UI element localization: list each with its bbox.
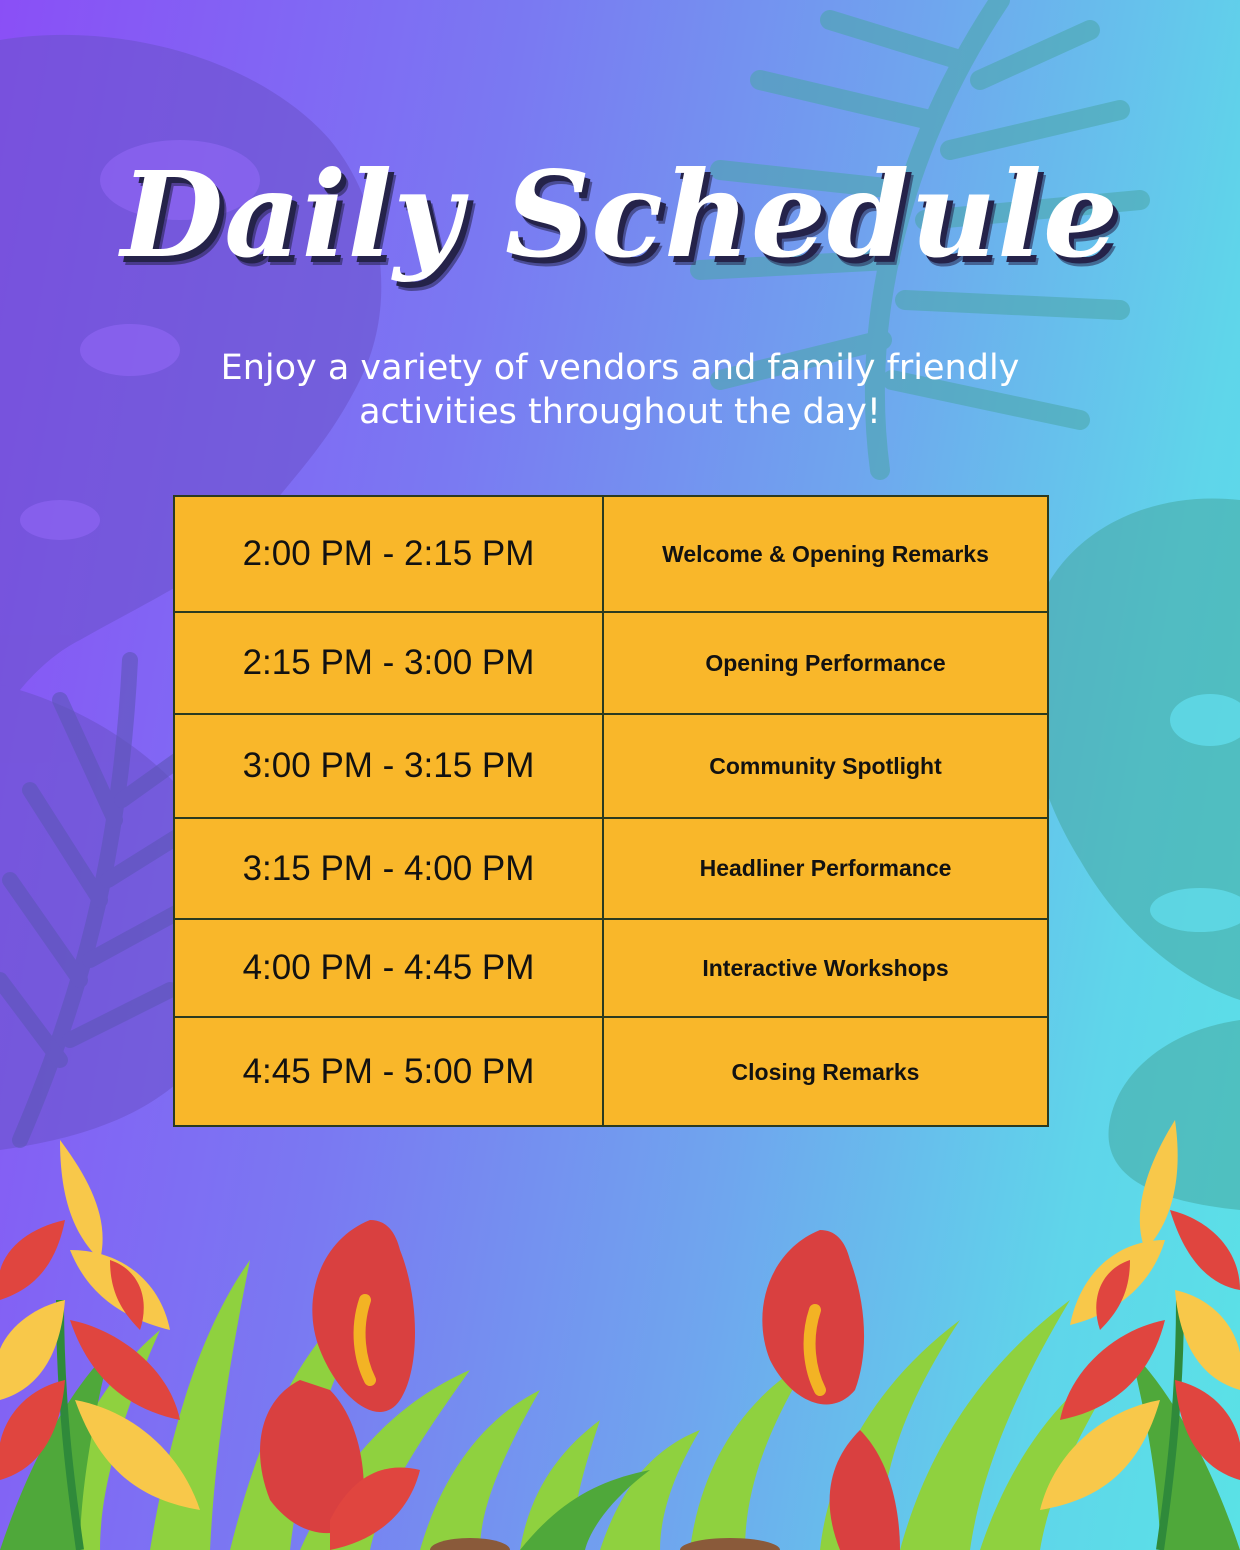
- event-cell: Welcome & Opening Remarks: [604, 497, 1047, 613]
- page-subtitle: Enjoy a variety of vendors and family friendly activities throughout the day!: [220, 348, 1020, 432]
- event-cell: Interactive Workshops: [604, 920, 1047, 1018]
- time-cell: 2:00 PM - 2:15 PM: [175, 497, 604, 613]
- time-cell: 3:15 PM - 4:00 PM: [175, 819, 604, 920]
- bottom-flowers: [0, 1100, 1240, 1550]
- event-cell: Opening Performance: [604, 613, 1047, 715]
- event-cell: Closing Remarks: [731, 1058, 920, 1085]
- time-cell: 4:45 PM - 5:00 PM: [175, 1018, 604, 1126]
- event-cell: Headliner Performance: [604, 819, 1047, 920]
- schedule-table: [173, 495, 1049, 1127]
- event-cell: Community Spotlight: [604, 715, 1047, 819]
- time-cell: 4:00 PM - 4:45 PM: [175, 920, 604, 1018]
- time-cell: 2:15 PM - 3:00 PM: [175, 613, 604, 715]
- page-title: Daily Schedule: [120, 145, 1120, 284]
- time-cell: 3:00 PM - 3:15 PM: [175, 715, 604, 819]
- anthurium-flower-icon: [260, 1220, 420, 1550]
